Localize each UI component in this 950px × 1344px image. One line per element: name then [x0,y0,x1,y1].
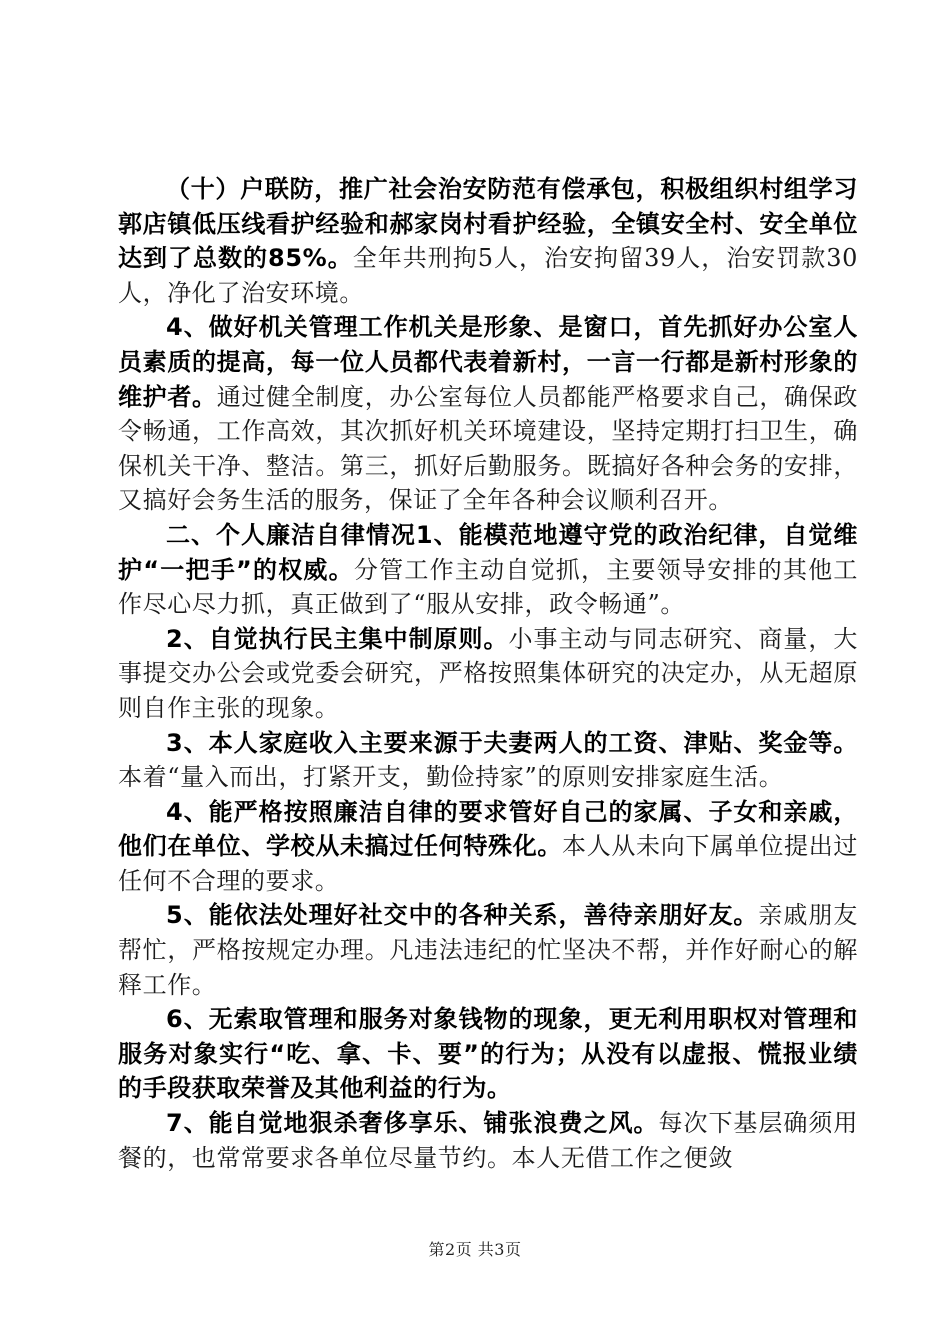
paragraph-lead: 7、能自觉地狠杀奢侈享乐、铺张浪费之风。 [166,1109,659,1138]
paragraph-lead: 二、个人廉洁自律情况1、能模范地遵守党的政治纪律，自觉维护“一把手”的权威。 [118,520,858,584]
paragraph-lead: 4、能严格按照廉洁自律的要求管好自己的家属、子女和亲戚，他们在单位、学校从未搞过任何特殊化。 [118,797,858,861]
paragraph-text: 每次下基层确须用餐的，也常常要求各单位尽量节约。本人无借工作之便敛 [118,1109,858,1172]
paragraph-text: 通过健全制度，办公室每位人员都能严格要求自己，确保政令畅通，工作高效，其次抓好机关环境建设，坚持定期打扫卫生，确保机关干净、整洁。第三，抓好后勤服务。既搞好各种会务的安排，又搞好会务生活的服务，保证了全年各种会议顺利召开。 [118,382,858,515]
paragraph-5 [118,726,858,795]
paragraph-text: 亲戚朋友帮忙，严格按规定办理。凡违法违纪的忙坚决不帮，并作好耐心的解释工作。 [118,901,858,999]
paragraph-text: 本着“量入而出，打紧开支，勤俭持家”的原则安排家庭生活。 [118,763,784,792]
page-footer [0,1237,950,1260]
page-number-label: 第2页 共3页 [428,1240,522,1259]
paragraph-2 [118,310,858,518]
paragraph-text: 分管工作主动自觉抓，主要领导安排的其他工作尽心尽力抓，真正做到了“服从安排，政令畅通”。 [118,555,859,619]
paragraph-9 [118,1106,858,1175]
paragraph-1 [118,172,858,310]
paragraph-lead: 2、自觉执行民主集中制原则。 [166,624,509,653]
paragraph-lead: 4、做好机关管理工作机关是形象、是窗口，首先抓好办公室人员素质的提高，每一位人员都代表着新村，一言一行都是新村形象的维护者。 [118,313,858,411]
paragraph-lead: （十）户联防，推广社会治安防范有偿承包，积极组织村组学习郭店镇低压线看护经验和郝家岗村看护经验，全镇安全村、安全单位达到了总数的85%。 [118,175,858,273]
paragraph-text: 本人从未向下属单位提出过任何不合理的要求。 [118,832,858,895]
paragraph-lead: 5、能依法处理好社交中的各种关系，善待亲朋好友。 [166,901,759,930]
paragraph-6 [118,795,858,899]
paragraph-8 [118,1002,858,1106]
document-body [118,172,858,1175]
paragraph-text: 全年共刑拘5人，治安拘留39人，治安罚款30人，净化了治安环境。 [118,244,859,307]
paragraph-lead: 3、本人家庭收入主要来源于夫妻两人的工资、津贴、奖金等。 [166,728,858,757]
paragraph-text: 小事主动与同志研究、商量，大事提交办公会或党委会研究，严格按照集体研究的决定办，从无超原则自作主张的现象。 [118,624,858,722]
paragraph-7 [118,898,858,1002]
paragraph-lead: 6、无索取管理和服务对象钱物的现象，更无利用职权对管理和服务对象实行“吃、拿、卡、要”的行为；从没有以虚报、慌报业绩的手段获取荣誉及其他利益的行为。 [118,1005,858,1103]
paragraph-4 [118,622,858,726]
paragraph-3 [118,518,858,622]
